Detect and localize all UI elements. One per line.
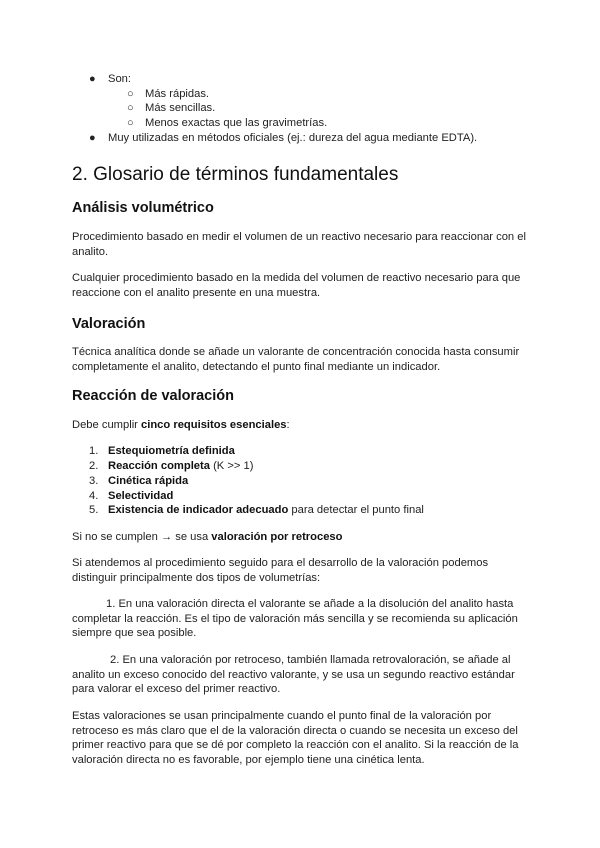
requisito-item [108,489,173,504]
sub-list-item: Menos exactas que las gravimetrías. [145,117,328,129]
requisitos-intro-post: : [286,419,290,431]
requisito-rest: para detectar el punto final [288,504,424,516]
requisito-bold: Cinética rápida [108,475,189,487]
list-item-oficiales: Muy utilizadas en métodos oficiales (ej.: dureza del agua mediante EDTA). [108,132,478,144]
requisito-item [108,444,235,459]
requisitos-intro-bold: cinco requisitos esenciales [141,419,287,431]
bullet-dot-icon: ● [89,132,96,144]
sub-list-item: Más sencillas. [145,102,216,114]
requisitos-intro [72,418,290,433]
requisito-bold: Existencia de indicador adecuado [108,504,289,516]
requisito-number: 5. [89,504,99,516]
requisito-number: 4. [89,490,99,502]
paragraph-analisis-1: Procedimiento basado en medir el volumen de un reactivo necesario para reaccionar con el analito. [72,231,526,258]
heading-reaccion: Reacción de valoración [72,388,234,404]
requisitos-intro-pre: Debe cumplir [72,419,142,431]
retroceso-line [72,530,342,545]
list-item-son: Son: [108,73,132,85]
requisito-item [108,459,254,474]
retroceso-pre: Si no se cumplen → se usa [72,531,212,543]
bullet-dot-icon: ● [89,73,96,85]
requisito-bold: Selectividad [108,490,174,502]
sub-list-item: Más rápidas. [145,88,210,100]
requisito-rest: (K >> 1) [209,460,254,472]
retroceso-bold: valoración por retroceso [211,531,343,543]
requisito-number: 3. [89,475,99,487]
paragraph-tipo-directa: 1. En una valoración directa el valorante se añade a la disolución del analito hasta completar la reacción. Es el tipo de valoración más sencilla y se recomienda su aplicación siempre que sea posible. [72,598,518,639]
heading-analisis: Análisis volumétrico [72,200,214,216]
paragraph-tipo-retroceso: 2. En una valoración por retroceso, también llamada retrovaloración, se añade al analito un exceso conocido del reactivo valorante, y se usa un segundo reactivo estándar para valorar el exceso del primer reactivo. [72,654,515,695]
bullet-circle-icon: ○ [127,117,134,129]
paragraph-final: Estas valoraciones se usan principalmente cuando el punto final de la valoración por retroceso es más claro que el de la valoración directa o cuando se necesita un exceso del primer reactivo para que se dé por completo la reacción con el analito. Si la reacción de la valoración directa no es favorable, por ejemplo tiene una cinética lenta. [72,710,519,766]
requisito-bold: Estequiometría definida [108,445,235,457]
paragraph-valoracion: Técnica analítica donde se añade un valorante de concentración conocida hasta consumir completamente el analito, detectando el punto final mediante un indicador. [72,346,520,373]
bullet-circle-icon: ○ [127,102,134,114]
requisito-item [108,474,188,489]
paragraph-tipos-intro: Si atendemos al procedimiento seguido para el desarrollo de la valoración podemos distinguir principalmente dos tipos de volumetrías: [72,557,489,584]
requisito-number: 2. [89,460,99,472]
section-title: 2. Glosario de términos fundamentales [72,164,399,185]
heading-valoracion: Valoración [72,316,146,332]
requisito-item [108,503,424,518]
requisito-number: 1. [89,445,99,457]
paragraph-analisis-2: Cualquier procedimiento basado en la medida del volumen de reactivo necesario para que reaccione con el analito presente en una muestra. [72,272,521,299]
requisito-bold: Reacción completa [108,460,210,472]
bullet-circle-icon: ○ [127,88,134,100]
